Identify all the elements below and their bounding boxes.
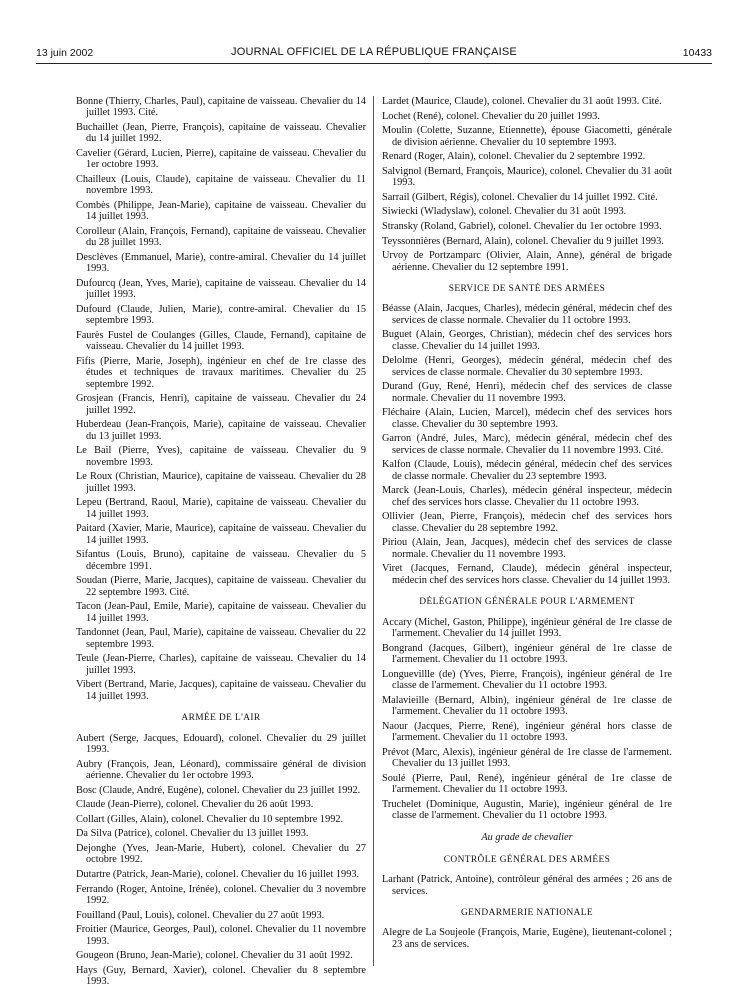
list-item: Soudan (Pierre, Marie, Jacques), capitaine de vaisseau. Chevalier du 22 septembre 1993. Cité. <box>76 575 366 598</box>
list-item: Garron (André, Jules, Marc), médecin général, médecin chef des services de classe normale. Chevalier du 11 novembre 1993. Cité. <box>382 433 672 456</box>
list-item: Bongrand (Jacques, Gilbert), ingénieur général de 1re classe de l'armement. Chevalier du 11 octobre 1993. <box>382 642 672 665</box>
grade-heading: Au grade de chevalier <box>481 832 573 844</box>
list-item: Bonne (Thierry, Charles, Paul), capitaine de vaisseau. Chevalier du 14 juillet 1993. Cité. <box>76 96 366 119</box>
list-item: Longuevillle (de) (Yves, Pierre, François), ingénieur général de 1re classe de l'armement. Chevalier du 11 octobre 1993. <box>382 668 672 691</box>
header-rule <box>36 63 712 64</box>
list-item: Combès (Philippe, Jean-Marie), capitaine de vaisseau. Chevalier du 14 juillet 1993. <box>76 200 366 223</box>
list-item: Buchaillet (Jean, Pierre, François), capitaine de vaisseau. Chevalier du 14 juillet 1992. <box>76 122 366 145</box>
page-header <box>36 44 712 62</box>
list-item: Béasse (Alain, Jacques, Charles), médecin général, médecin chef des services de classe normale. Chevalier du 11 octobre 1993. <box>382 303 672 326</box>
list-item: Siwiecki (Wladyslaw), colonel. Chevalier du 31 août 1993. <box>382 206 627 218</box>
list-item: Delolme (Henri, Georges), médecin général, médecin chef des services de classe normale. Chevalier du 30 septembre 1993. <box>382 355 672 378</box>
section-heading: SERVICE DE SANTÉ DES ARMÉES <box>448 283 606 294</box>
list-item: Teyssonnières (Bernard, Alain), colonel. Chevalier du 9 juillet 1993. <box>382 235 664 247</box>
list-item: Fléchaire (Alain, Lucien, Marcel), médecin chef des services hors classe. Chevalier du 30 septembre 1993. <box>382 407 672 430</box>
list-item: Sarrail (Gilbert, Régis), colonel. Chevalier du 14 juillet 1992. Cité. <box>382 191 658 203</box>
list-item: Urvoy de Portzamparc (Olivier, Alain, Anne), général de brigade aérienne. Chevalier du 12 septembre 1991. <box>382 250 672 273</box>
list-item: Collart (Gilles, Alain), colonel. Chevalier du 10 septembre 1992. <box>76 813 344 825</box>
list-item: Lepeu (Bertrand, Raoul, Marie), capitaine de vaisseau. Chevalier du 14 juillet 1993. <box>76 497 366 520</box>
list-item: Lardet (Maurice, Claude), colonel. Chevalier du 31 août 1993. Cité. <box>382 96 662 107</box>
list-item: Claude (Jean-Pierre), colonel. Chevalier du 26 août 1993. <box>76 799 314 811</box>
list-item: Froitier (Maurice, Georges, Paul), colonel. Chevalier du 11 novembre 1993. <box>76 924 366 947</box>
page-number: 10433 <box>682 47 712 59</box>
list-item: Kalfon (Claude, Louis), médecin général, médecin chef des services de classe normale. Chevalier du 23 septembre 1993. <box>382 459 672 482</box>
list-item: Hays (Guy, Bernard, Xavier), colonel. Chevalier du 8 septembre 1993. <box>76 964 366 988</box>
list-item: Truchelet (Dominique, Augustin, Marie), ingénieur général de 1re classe de l'armement. Chevalier du 11 octobre 1993. <box>382 798 672 821</box>
list-item: Ferrando (Roger, Antoine, Irénée), colonel. Chevalier du 3 novembre 1992. <box>76 883 366 906</box>
journal-title: JOURNAL OFFICIEL DE LA RÉPUBLIQUE FRANÇAISE <box>231 46 517 58</box>
list-item: Marck (Jean-Louis, Charles), médecin général inspecteur, médecin chef des services hors classe. Chevalier du 11 octobre 1993. <box>382 485 672 508</box>
list-item: Fifis (Pierre, Marie, Joseph), ingénieur en chef de 1re classe des études et techniques de travaux maritimes. Chevalier du 25 septembre 1992. <box>76 356 366 390</box>
list-item: Da Silva (Patrice), colonel. Chevalier du 13 juillet 1993. <box>76 828 309 840</box>
left-column <box>76 96 366 991</box>
list-item: Accary (Michel, Gaston, Philippe), ingénieur général de 1re classe de l'armement. Chevalier du 14 juillet 1993. <box>382 616 672 639</box>
section-heading: CONTRÔLE GÉNÉRAL DES ARMÉES <box>443 854 611 865</box>
column-divider <box>373 96 374 966</box>
list-item: Cavelier (Gérard, Lucien, Pierre), capitaine de vaisseau. Chevalier du 1er octobre 1993. <box>76 148 366 171</box>
list-item: Dufourd (Claude, Julien, Marie), contre-amiral. Chevalier du 15 septembre 1993. <box>76 304 366 327</box>
section-heading: GENDARMERIE NATIONALE <box>460 908 594 919</box>
list-item: Le Roux (Christian, Maurice), capitaine de vaisseau. Chevalier du 28 juillet 1993. <box>76 471 366 494</box>
list-item: Chailleux (Louis, Claude), capitaine de vaisseau. Chevalier du 11 novembre 1993. <box>76 174 366 197</box>
list-item: Alegre de La Soujeole (François, Marie, Eugène), lieutenant-colonel ; 23 ans de services. <box>382 927 672 950</box>
list-item: Aubry (François, Jean, Léonard), commissaire général de division aérienne. Chevalier du 1er octobre 1993. <box>76 758 366 782</box>
list-item: Sifantus (Louis, Bruno), capitaine de vaisseau. Chevalier du 5 décembre 1991. <box>76 549 366 572</box>
list-item: Desclèves (Emmanuel, Marie), contre-amiral. Chevalier du 14 juillet 1993. <box>76 252 366 275</box>
right-column <box>382 96 672 953</box>
list-item: Stransky (Roland, Gabriel), colonel. Chevalier du 1er octobre 1993. <box>382 220 662 232</box>
list-item: Paitard (Xavier, Marie, Maurice), capitaine de vaisseau. Chevalier du 14 juillet 1993. <box>76 523 366 546</box>
list-item: Faurès Fustel de Coulanges (Gilles, Claude, Fernand), capitaine de vaisseau. Chevalier du 14 juillet 1993. <box>76 330 366 353</box>
list-item: Naour (Jacques, Pierre, René), ingénieur général hors classe de l'armement. Chevalier du 11 octobre 1993. <box>382 720 672 743</box>
list-item: Huberdeau (Jean-François, Marie), capitaine de vaisseau. Chevalier du 13 juillet 1993. <box>76 419 366 442</box>
list-item: Ollivier (Jean, Pierre, François), médecin chef des services hors classe. Chevalier du 28 septembre 1992. <box>382 511 672 534</box>
section-heading: DÉLÉGATION GÉNÉRALE POUR L'ARMEMENT <box>419 597 635 608</box>
list-item: Dejonghe (Yves, Jean-Marie, Hubert), colonel. Chevalier du 27 octobre 1992. <box>76 843 366 866</box>
list-item: Bosc (Claude, André, Eugène), colonel. Chevalier du 23 juillet 1992. <box>76 784 361 796</box>
list-item: Tacon (Jean-Paul, Emile, Marie), capitaine de vaisseau. Chevalier du 14 juillet 1993. <box>76 601 366 624</box>
list-item: Prévot (Marc, Alexis), ingénieur général de 1re classe de l'armement. Chevalier du 13 juillet 1993. <box>382 746 672 769</box>
list-item: Grosjean (Francis, Henri), capitaine de vaisseau. Chevalier du 24 juillet 1992. <box>76 393 366 416</box>
list-item: Dufourcq (Jean, Yves, Marie), capitaine de vaisseau. Chevalier du 14 juillet 1993. <box>76 278 366 301</box>
list-item: Lochet (René), colonel. Chevalier du 20 juillet 1993. <box>382 110 600 122</box>
list-item: Aubert (Serge, Jacques, Edouard), colonel. Chevalier du 29 juillet 1993. <box>76 732 366 756</box>
list-item: Le Bail (Pierre, Yves), capitaine de vaisseau. Chevalier du 9 novembre 1993. <box>76 445 366 468</box>
list-item: Moulin (Colette, Suzanne, Etiennette), épouse Giacometti, générale de division aérienne. Chevalier du 10 septembre 1993. <box>382 125 672 148</box>
list-item: Gougeon (Bruno, Jean-Marie), colonel. Chevalier du 31 août 1992. <box>76 950 353 962</box>
list-item: Tandonnet (Jean, Paul, Marie), capitaine de vaisseau. Chevalier du 22 septembre 1993. <box>76 627 366 650</box>
list-item: Fouilland (Paul, Louis), colonel. Chevalier du 27 août 1993. <box>76 909 325 921</box>
list-item: Teule (Jean-Pierre, Charles), capitaine de vaisseau. Chevalier du 14 juillet 1993. <box>76 653 366 676</box>
header-date: 13 juin 2002 <box>36 47 94 59</box>
list-item: Salvignol (Bernard, François, Maurice), colonel. Chevalier du 31 août 1993. <box>382 165 672 189</box>
list-item: Durand (Guy, René, Henri), médecin chef des services de classe normale. Chevalier du 11 novembre 1993. <box>382 381 672 404</box>
list-item: Buguet (Alain, Georges, Christian), médecin chef des services hors classe. Chevalier du 14 juillet 1993. <box>382 329 672 352</box>
section-heading: ARMÉE DE L'AIR <box>181 713 261 724</box>
list-item: Larhant (Patrick, Antoine), contrôleur général des armées ; 26 ans de services. <box>382 874 672 897</box>
list-item: Renard (Roger, Alain), colonel. Chevalier du 2 septembre 1992. <box>382 151 646 163</box>
list-item: Dutartre (Patrick, Jean-Marie), colonel. Chevalier du 16 juillet 1993. <box>76 869 360 880</box>
list-item: Vibert (Bertrand, Marie, Jacques), capitaine de vaisseau. Chevalier du 14 juillet 1993. <box>76 679 366 702</box>
list-item: Corolleur (Alain, François, Fernand), capitaine de vaisseau. Chevalier du 28 juillet 1993. <box>76 226 366 249</box>
list-item: Piriou (Alain, Jean, Jacques), médecin chef des services de classe normale. Chevalier du 11 novembre 1993. <box>382 537 672 560</box>
list-item: Malavieille (Bernard, Albin), ingénieur général de 1re classe de l'armement. Chevalier du 11 octobre 1993. <box>382 694 672 717</box>
list-item: Viret (Jacques, Fernand, Claude), médecin général inspecteur, médecin chef des services hors classe. Chevalier du 14 juillet 1993. <box>382 563 672 586</box>
list-item: Soulé (Pierre, Paul, René), ingénieur général de 1re classe de l'armement. Chevalier du 11 octobre 1993. <box>382 772 672 795</box>
